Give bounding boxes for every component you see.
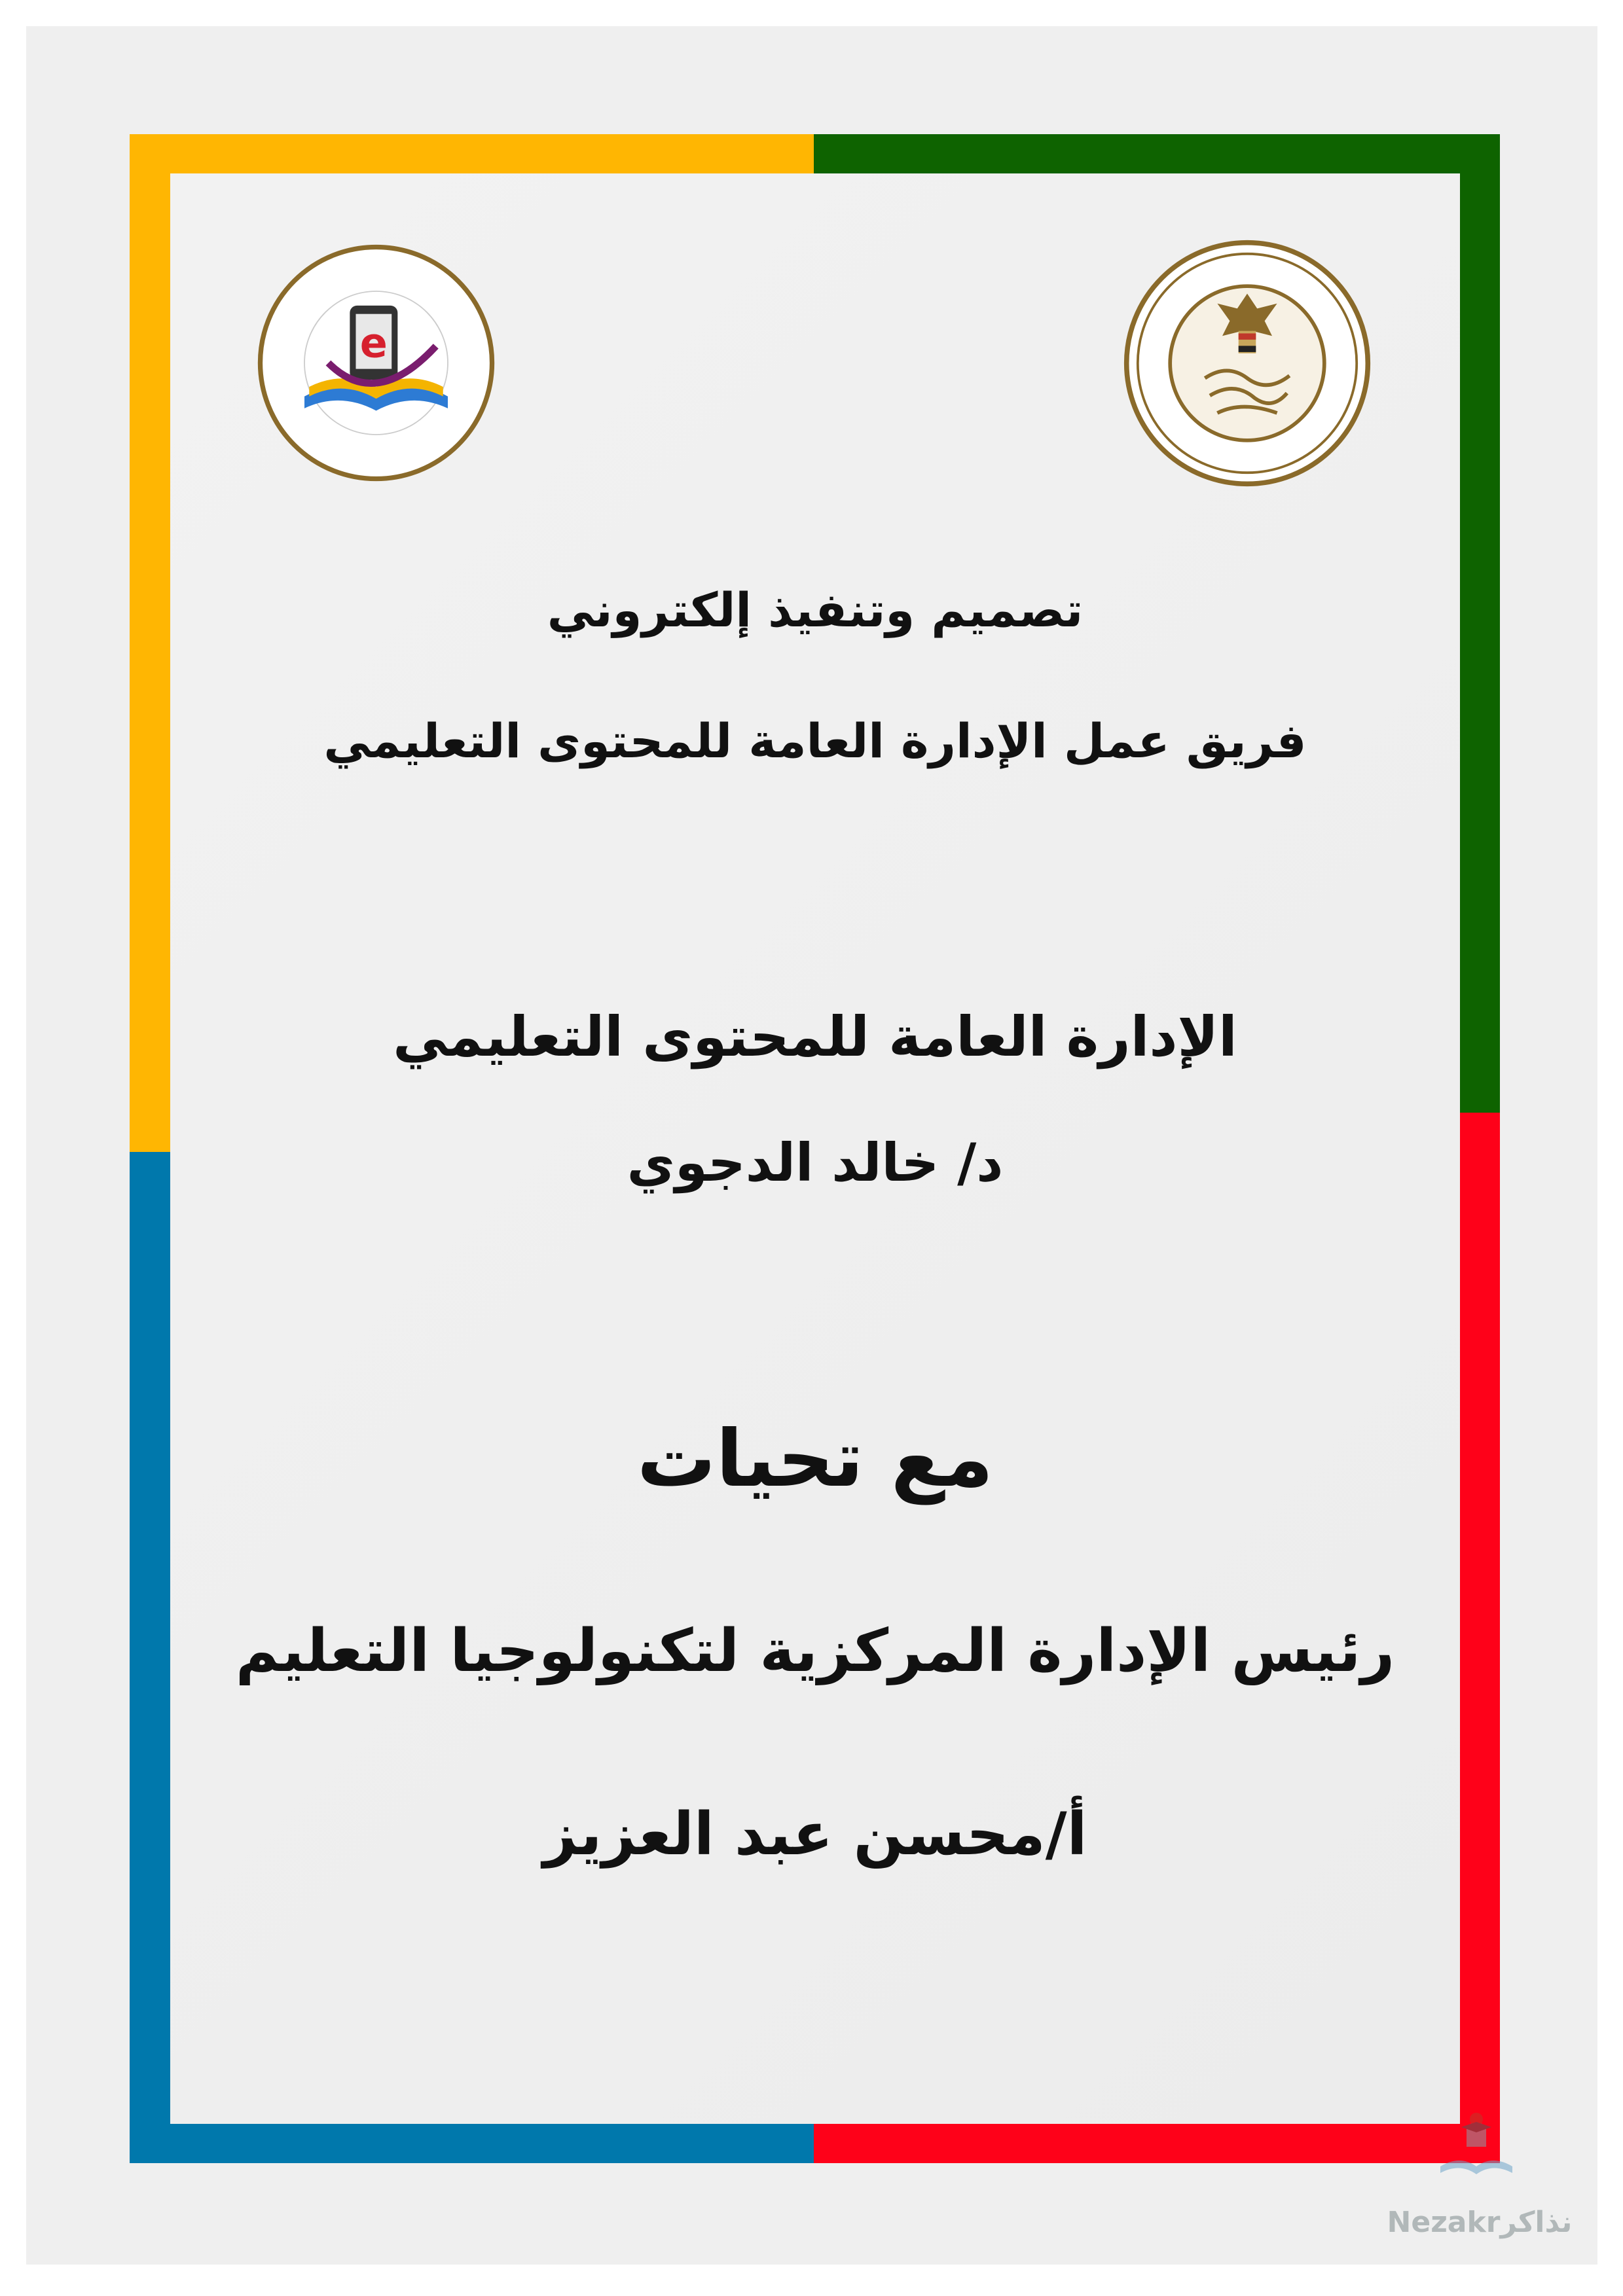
department-name: الإدارة العامة للمحتوى التعليمي	[393, 1005, 1237, 1069]
central-admin-title: رئيس الإدارة المركزية لتكنولوجيا التعليم	[235, 1617, 1395, 1685]
design-credit-heading: تصميم وتنفيذ إلكتروني	[547, 583, 1084, 637]
nezakr-watermark-text: Nezakrنذاكر	[1387, 2206, 1573, 2239]
central-admin-head-name: أ/محسن عبد العزيز	[543, 1800, 1087, 1869]
svg-text:e: e	[359, 319, 388, 367]
educational-content-logo-icon	[257, 243, 496, 482]
greetings-heading: مع تحيات	[636, 1414, 994, 1505]
nezakr-logo-icon	[1427, 2108, 1525, 2186]
team-credit-line: فريق عمل الإدارة العامة للمحتوى التعليمي	[323, 713, 1307, 768]
nezakr-watermark	[1381, 2108, 1578, 2258]
ministry-seal-icon	[1123, 239, 1372, 488]
department-head-name: د/ خالد الدجوي	[627, 1132, 1004, 1193]
